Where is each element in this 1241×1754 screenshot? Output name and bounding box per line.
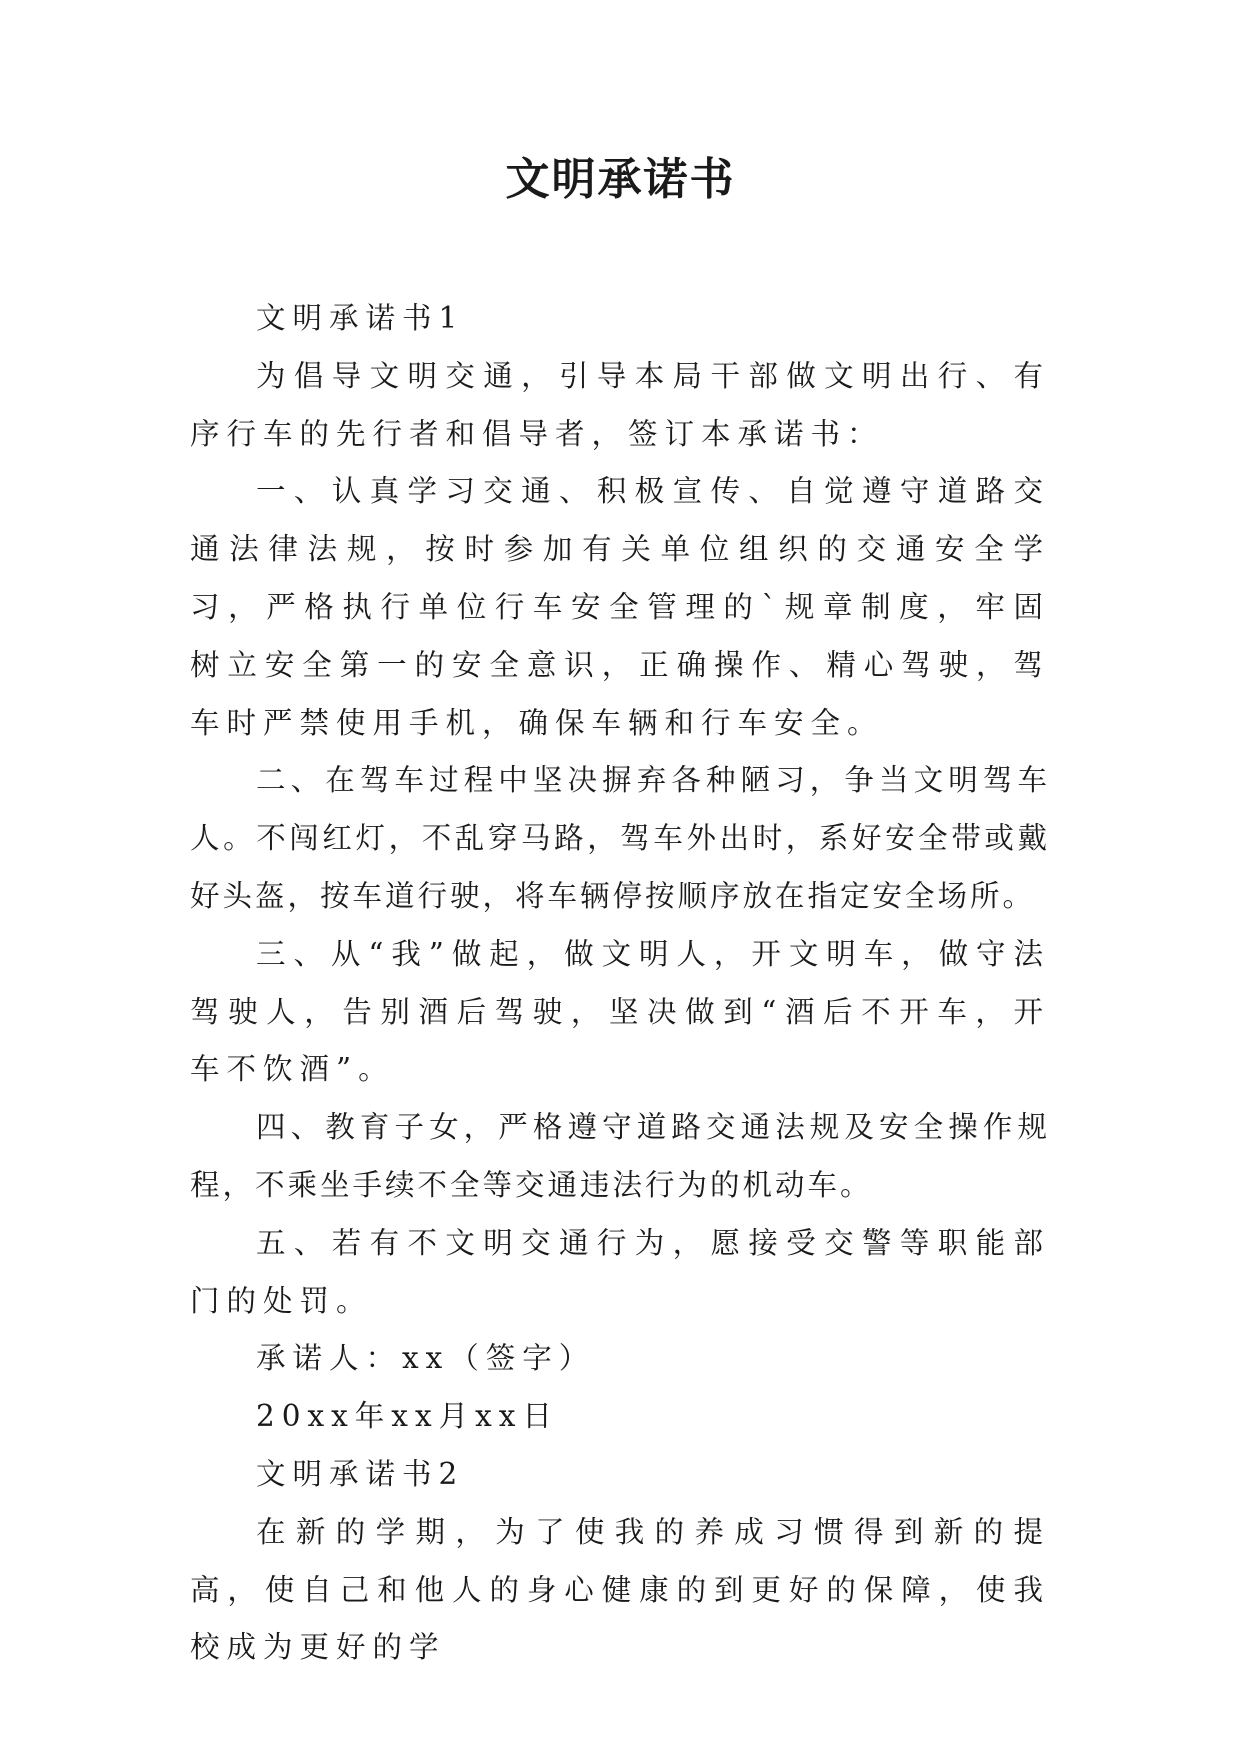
date-line: 20xx年xx月xx日 [256,1399,559,1434]
section-heading-1: 文明承诺书1 [256,301,465,335]
clause-4: 四、教育子女，严格遵守道路交通法规及安全操作规程，不乘坐手续不全等交通违法行为的机动车。 [190,1110,1050,1202]
section-heading-2: 文明承诺书2 [256,1456,465,1491]
clause-5: 五、若有不文明交通行为，愿接受交警等职能部门的处罚。 [190,1225,1050,1318]
document-title: 文明承诺书 [505,154,736,205]
intro-paragraph: 为倡导文明交通，引导本局干部做文明出行、有序行车的先行者和倡导者，签订本承诺书： [190,358,1050,451]
clause-3: 三、从“我”做起，做文明人，开文明车，做守法驾驶人，告别酒后驾驶，坚决做到“酒后不开车，开车不饮酒”。 [190,936,1050,1087]
document-body [190,290,1050,1677]
signature-line: 承诺人：xx（签字） [256,1341,596,1376]
section-2-paragraph: 在新的学期，为了使我的养成习惯得到新的提高，使自己和他人的身心健康的到更好的保障，使我校成为更好的学 [190,1514,1050,1665]
clause-2: 二、在驾车过程中坚决摒弃各种陋习，争当文明驾车人。不闯红灯，不乱穿马路，驾车外出时，系好安全带或戴好头盔，按车道行驶，将车辆停按顺序放在指定安全场所。 [190,763,1050,913]
clause-1: 一、认真学习交通、积极宣传、自觉遵守道路交通法律法规，按时参加有关单位组织的交通安全学习，严格执行单位行车安全管理的`规章制度，牢固树立安全第一的安全意识，正确操作、精心驾驶，驾车时严禁使用手机，确保车辆和行车安全。 [190,474,1050,740]
